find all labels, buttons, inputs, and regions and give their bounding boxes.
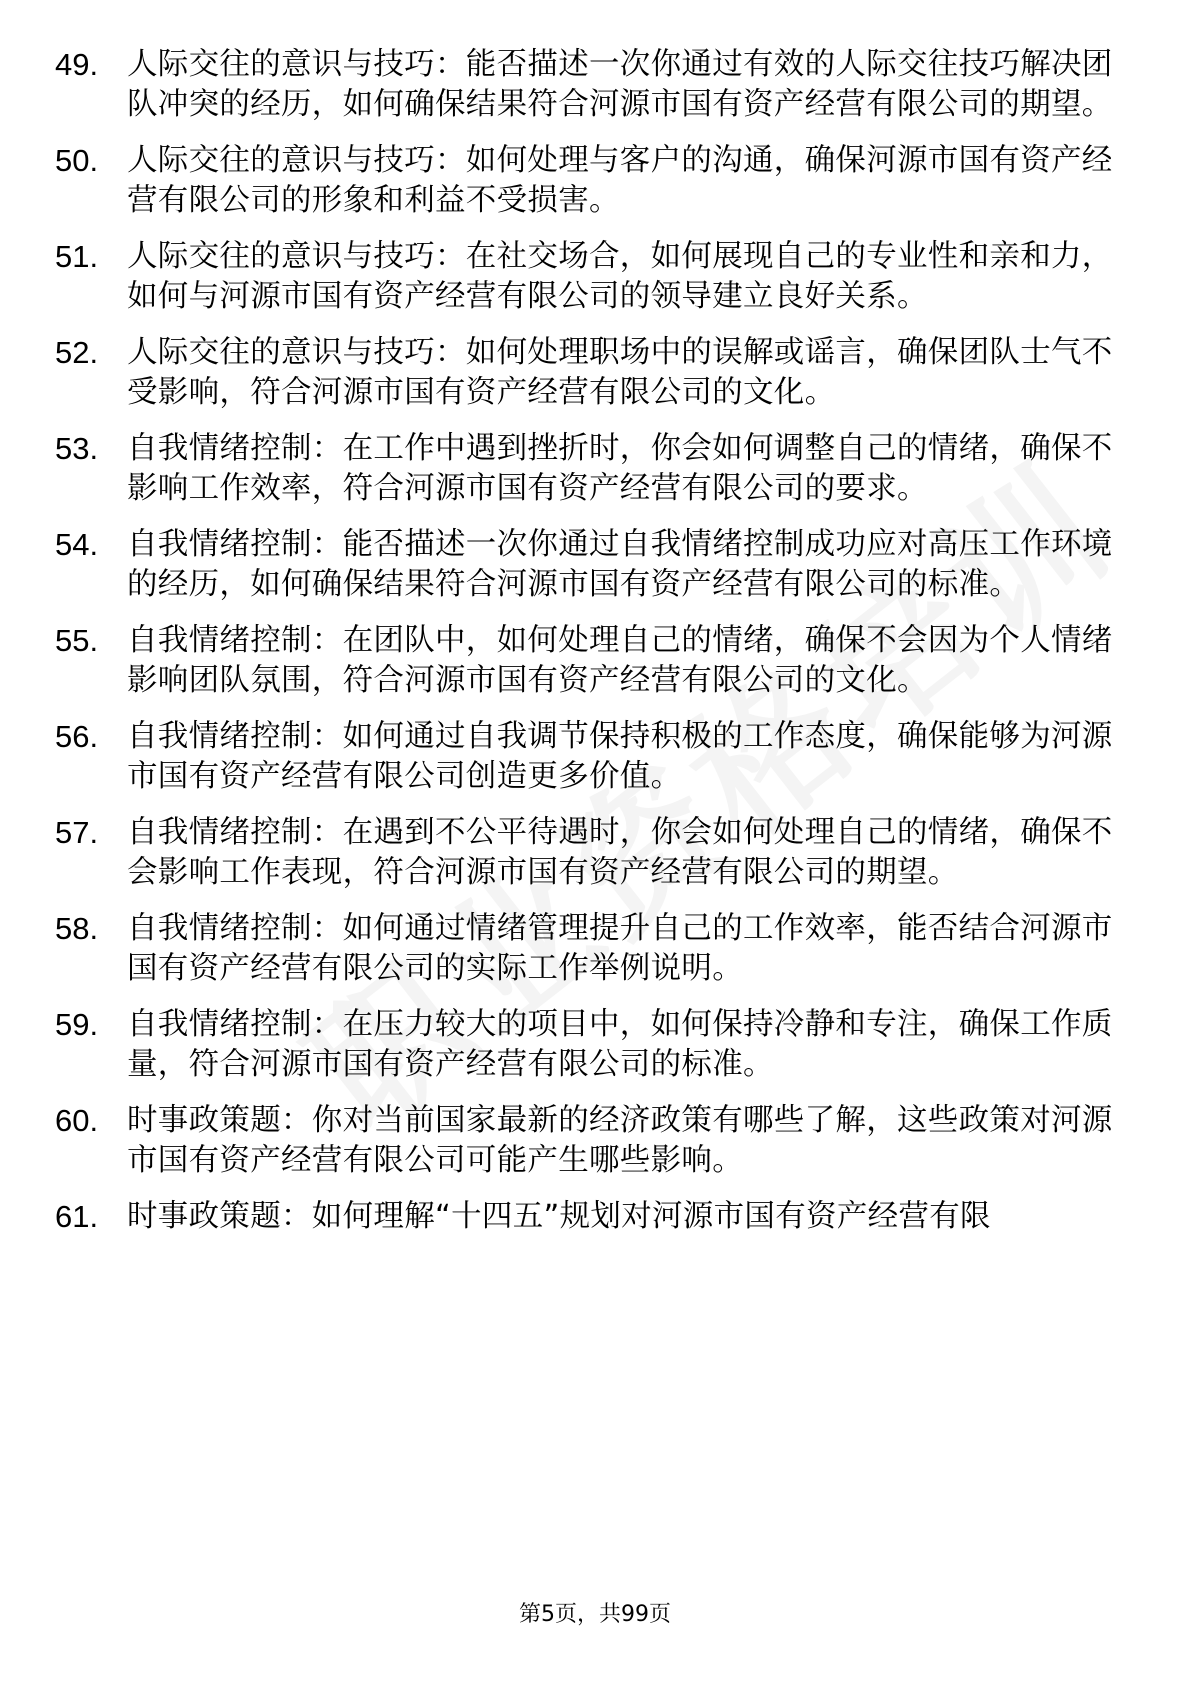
question-number: 58. <box>55 911 99 946</box>
question-number: 52. <box>55 335 99 370</box>
question-number: 50. <box>55 143 99 178</box>
question-text: 自我情绪控制：在工作中遇到挫折时，你会如何调整自己的情绪，确保不影响工作效率，符合河源市国有资产经营有限公司的要求。 <box>127 431 1113 506</box>
question-number: 61. <box>55 1199 99 1234</box>
question-text: 时事政策题：如何理解“十四五”规划对河源市国有资产经营有限 <box>127 1199 991 1234</box>
question-number: 59. <box>55 1007 99 1042</box>
page-number: 第5页，共99页 <box>519 1602 671 1627</box>
question-text: 人际交往的意识与技巧：在社交场合，如何展现自己的专业性和亲和力，如何与河源市国有资产经营有限公司的领导建立良好关系。 <box>127 239 1113 314</box>
question-number: 53. <box>55 431 99 466</box>
question-text: 自我情绪控制：如何通过自我调节保持积极的工作态度，确保能够为河源市国有资产经营有限公司创造更多价值。 <box>127 719 1113 794</box>
question-item <box>55 621 1115 701</box>
question-text: 人际交往的意识与技巧：能否描述一次你通过有效的人际交往技巧解决团队冲突的经历，如何确保结果符合河源市国有资产经营有限公司的期望。 <box>127 47 1113 122</box>
question-item <box>55 1197 1115 1237</box>
question-item <box>55 333 1115 413</box>
question-item <box>55 1101 1115 1181</box>
question-item <box>55 429 1115 509</box>
question-text: 自我情绪控制：在团队中，如何处理自己的情绪，确保不会因为个人情绪影响团队氛围，符合河源市国有资产经营有限公司的文化。 <box>127 623 1113 698</box>
question-item <box>55 141 1115 221</box>
question-item <box>55 45 1115 125</box>
question-number: 55. <box>55 623 99 658</box>
question-text: 人际交往的意识与技巧：如何处理与客户的沟通，确保河源市国有资产经营有限公司的形象和利益不受损害。 <box>127 143 1113 218</box>
question-text: 人际交往的意识与技巧：如何处理职场中的误解或谣言，确保团队士气不受影响，符合河源市国有资产经营有限公司的文化。 <box>127 335 1113 410</box>
question-number: 60. <box>55 1103 99 1138</box>
question-number: 56. <box>55 719 99 754</box>
question-text: 自我情绪控制：在遇到不公平待遇时，你会如何处理自己的情绪，确保不会影响工作表现，符合河源市国有资产经营有限公司的期望。 <box>127 815 1113 890</box>
question-text: 自我情绪控制：在压力较大的项目中，如何保持冷静和专注，确保工作质量，符合河源市国有资产经营有限公司的标准。 <box>127 1007 1113 1082</box>
question-number: 57. <box>55 815 99 850</box>
question-item <box>55 909 1115 989</box>
question-number: 51. <box>55 239 99 274</box>
question-text: 自我情绪控制：如何通过情绪管理提升自己的工作效率，能否结合河源市国有资产经营有限公司的实际工作举例说明。 <box>127 911 1113 986</box>
question-item <box>55 237 1115 317</box>
question-item <box>55 1005 1115 1085</box>
question-item <box>55 717 1115 797</box>
question-number: 49. <box>55 47 99 82</box>
question-list <box>55 45 1115 1253</box>
question-number: 54. <box>55 527 99 562</box>
question-text: 时事政策题：你对当前国家最新的经济政策有哪些了解，这些政策对河源市国有资产经营有限公司可能产生哪些影响。 <box>127 1103 1113 1178</box>
question-text: 自我情绪控制：能否描述一次你通过自我情绪控制成功应对高压工作环境的经历，如何确保结果符合河源市国有资产经营有限公司的标准。 <box>127 527 1113 602</box>
question-item <box>55 525 1115 605</box>
question-item <box>55 813 1115 893</box>
